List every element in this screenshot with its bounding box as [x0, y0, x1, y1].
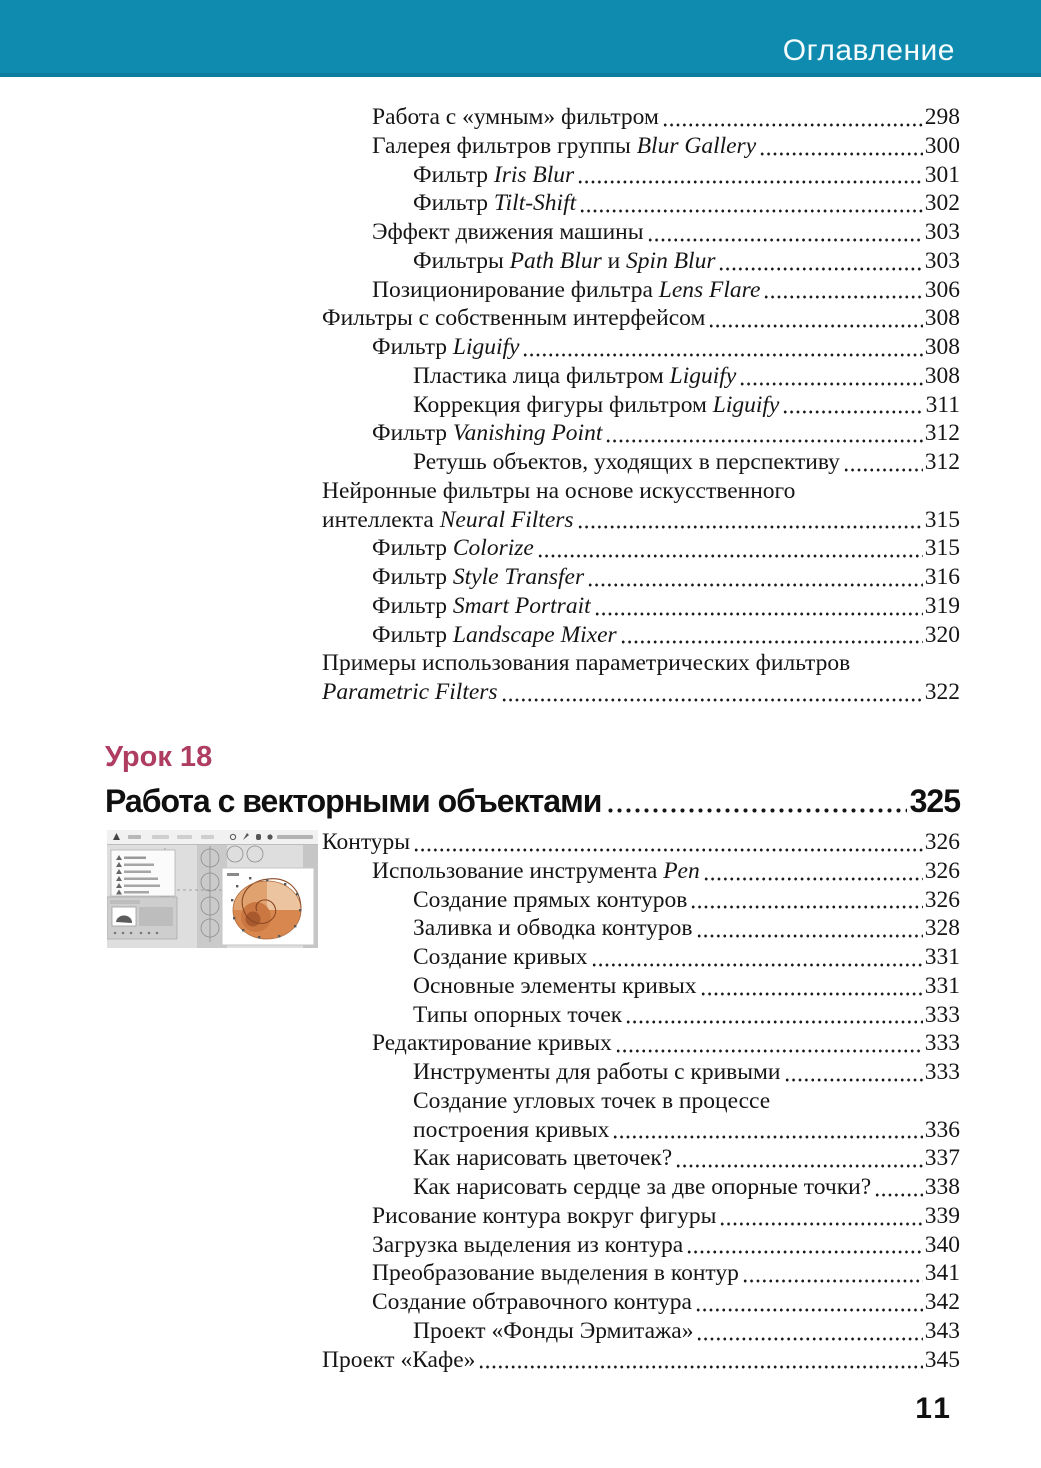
toc-page-number: 331	[924, 972, 960, 999]
toc-entry	[322, 1288, 960, 1317]
toc-page-number: 320	[924, 621, 960, 648]
toc-entry-text: Загрузка выделения из контура	[372, 1231, 684, 1258]
toc-entry-text: Как нарисовать цветочек?	[413, 1145, 673, 1172]
toc-entry-text: Редактирование кривых	[372, 1030, 612, 1057]
toc-page-number: 301	[924, 161, 960, 188]
toc-entry-text: Нейронные фильтры на основе искусственного	[322, 477, 796, 504]
dot-leader	[695, 1308, 923, 1312]
toc-entry-text: Фильтр Smart Portrait	[372, 592, 591, 619]
toc-page-number: 308	[924, 305, 960, 332]
dot-leader	[763, 295, 922, 299]
dot-leader	[874, 1193, 923, 1197]
toc-page-number: 312	[924, 449, 960, 475]
thumbnail-graphic	[107, 830, 318, 948]
toc-page-number: 298	[924, 104, 960, 130]
page-header-title: Оглавление	[782, 34, 955, 67]
toc-page-number: 308	[924, 362, 960, 389]
toc-page-number: 333	[924, 1001, 960, 1028]
dot-leader	[759, 152, 923, 156]
toc-entry-text: Фильтр Style Transfer	[372, 564, 585, 590]
toc-page-number: 336	[924, 1116, 960, 1143]
toc-entry-text: Создание обтравочного контура	[372, 1289, 692, 1315]
dot-leader	[579, 209, 923, 213]
toc-entry	[322, 391, 960, 420]
toc-entry-continuation	[322, 678, 960, 707]
toc-entry	[322, 1001, 960, 1030]
toc-page-number: 337	[924, 1145, 960, 1172]
toc-page-number: 316	[924, 564, 960, 590]
hand-icon	[256, 834, 261, 840]
toc-page-number: 312	[924, 420, 960, 447]
toc-page-number: 328	[924, 915, 960, 942]
lesson-number-label: Урок 18	[105, 741, 213, 773]
toc-entry	[322, 1259, 960, 1288]
page-number: 11	[915, 1392, 953, 1425]
toc-entry-text: Инструменты для работы с кривыми	[413, 1059, 781, 1085]
toc-entry-text: Пластика лица фильтром Liguify	[413, 362, 737, 389]
toc-entry	[322, 304, 960, 333]
dot-leader	[501, 698, 923, 702]
toc-entry-text: Проект «Фонды Эрмитажа»	[413, 1317, 694, 1344]
dot-leader	[522, 353, 922, 357]
toc-entry	[322, 362, 960, 391]
dot-leader	[719, 1222, 922, 1226]
toc-page-number: 345	[924, 1346, 960, 1373]
toc-entry-text: Фильтр Tilt-Shift	[413, 190, 577, 217]
toc-entry-text: Контуры	[322, 829, 411, 855]
toc-entry	[322, 857, 960, 886]
lesson-page-number: 325	[909, 782, 960, 819]
toc-entry	[322, 914, 960, 943]
toc-entry	[322, 1058, 960, 1087]
toc-page-number: 315	[924, 506, 960, 533]
toc-page-number: 303	[924, 219, 960, 245]
tools-dropdown-panel	[111, 850, 175, 896]
toc-entry-text: Фильтр Vanishing Point	[372, 420, 603, 447]
toc-entry	[322, 1173, 960, 1202]
toc-entry	[322, 1317, 960, 1346]
toc-page-number: 303	[924, 247, 960, 274]
toc-entry	[322, 563, 960, 592]
toc-page-number: 300	[924, 132, 960, 159]
toc-entry	[322, 132, 960, 161]
page-header	[0, 0, 1041, 77]
toc-section-filters	[322, 103, 960, 707]
toc-page-number: 342	[924, 1289, 960, 1315]
toc-entry-text: интеллекта Neural Filters	[322, 506, 574, 533]
dot-leader	[612, 1135, 922, 1139]
toc-entry-text: Преобразование выделения в контур	[372, 1260, 739, 1287]
toc-entry-text: Фильтр Liguify	[372, 334, 520, 360]
dot-leader	[413, 848, 923, 852]
toc-entry-text: Заливка и обводка контуров	[413, 915, 693, 942]
toc-page-number: 333	[924, 1059, 960, 1085]
toc-page-number: 326	[924, 829, 960, 855]
toc-entry	[322, 276, 960, 305]
toc-entry-text: Проект «Кафе»	[322, 1346, 476, 1373]
dot-leader	[700, 992, 923, 996]
toc-entry-text: Как нарисовать сердце за две опорные точки?	[413, 1174, 872, 1200]
toc-entry-text: Типы опорных точек	[413, 1001, 623, 1028]
dot-leader	[675, 1164, 923, 1168]
dot-leader	[537, 554, 923, 558]
dot-leader	[478, 1365, 922, 1369]
toc-entry-continuation	[322, 1116, 960, 1145]
dot-leader	[647, 238, 923, 242]
toc-entry	[322, 1144, 960, 1173]
dot-leader	[591, 963, 923, 967]
toc-entry-text: Фильтры Path Blur и Spin Blur	[413, 247, 716, 274]
dot-leader	[784, 1078, 923, 1082]
dot-leader	[696, 1337, 922, 1341]
toc-entry	[322, 1346, 960, 1375]
toc-page-number: 343	[924, 1317, 960, 1344]
toc-entry-text: Коррекция фигуры фильтром Liguify	[413, 391, 780, 418]
toc-page-number: 315	[924, 535, 960, 562]
lesson-title-row	[105, 784, 960, 819]
toc-entry-text: Использование инструмента Pen	[372, 857, 700, 884]
toc-entry	[322, 247, 960, 276]
toc-entry-text: Фильтр Colorize	[372, 535, 534, 562]
photoshop-screenshot-thumbnail	[107, 830, 318, 948]
toc-entry	[322, 1087, 960, 1116]
toc-entry-text: Рисование контура вокруг фигуры	[372, 1202, 717, 1229]
toc-entry	[322, 1231, 960, 1260]
toc-entry-text: Примеры использования параметрических фильтров	[322, 650, 851, 677]
toc-entry-text: Работа с «умным» фильтром	[372, 104, 659, 130]
toc-section-lesson18	[322, 828, 960, 1374]
toc-page-number: 341	[924, 1260, 960, 1287]
toc-entry-text: Создание угловых точек в процессе	[413, 1087, 771, 1114]
toc-page-number: 333	[924, 1030, 960, 1057]
toc-entry	[322, 592, 960, 621]
toc-entry-text: Создание кривых	[413, 944, 588, 970]
dot-leader	[703, 877, 923, 881]
toc-entry-text: Галерея фильтров группы Blur Gallery	[372, 132, 757, 159]
lesson-title: Работа с векторными объектами	[105, 782, 602, 819]
toc-page-number: 326	[924, 857, 960, 884]
toc-entry	[322, 943, 960, 972]
toc-entry-text: Основные элементы кривых	[413, 972, 697, 999]
dot-leader	[742, 1279, 923, 1283]
toc-entry-text: Фильтры с собственным интерфейсом	[322, 305, 706, 332]
dot-leader	[690, 905, 922, 909]
toc-page-number: 340	[924, 1231, 960, 1258]
dot-leader	[708, 324, 922, 328]
toc-entry-continuation	[322, 506, 960, 535]
dot-leader	[718, 267, 922, 271]
toc-entry	[322, 477, 960, 506]
toc-entry	[322, 161, 960, 190]
toc-entry	[322, 649, 960, 678]
toc-entry	[322, 189, 960, 218]
options-bar	[107, 830, 318, 845]
dot-leader	[620, 640, 923, 644]
toc-page-number: 302	[924, 190, 960, 217]
dot-leader	[605, 439, 922, 443]
toc-entry	[322, 448, 960, 477]
dot-leader	[739, 382, 922, 386]
toc-entry-text: Создание прямых контуров	[413, 886, 688, 913]
toc-entry-text: Фильтр Landscape Mixer	[372, 621, 617, 648]
toc-page-number: 306	[924, 276, 960, 303]
toc-entry	[322, 534, 960, 563]
dot-leader	[615, 1049, 923, 1053]
dot-leader	[587, 583, 923, 587]
toc-page-number: 338	[924, 1174, 960, 1200]
dot-leader	[594, 612, 923, 616]
toc-page-number: 311	[925, 391, 960, 418]
toc-page-number: 326	[924, 886, 960, 913]
toc-entry	[322, 1202, 960, 1231]
toc-entry-text: Фильтр Iris Blur	[413, 161, 575, 188]
dot-leader	[696, 934, 923, 938]
toc-entry-text: Parametric Filters	[322, 679, 498, 705]
layers-panel	[107, 897, 177, 939]
toc-page-number: 322	[924, 679, 960, 705]
toc-entry	[322, 828, 960, 857]
toc-entry	[322, 1029, 960, 1058]
dot-leader	[843, 468, 923, 472]
toc-entry	[322, 218, 960, 247]
toc-entry	[322, 333, 960, 362]
toc-entry	[322, 103, 960, 132]
dot-leader	[662, 123, 923, 127]
toc-entry-text: Эффект движения машины	[372, 219, 644, 245]
toc-entry	[322, 419, 960, 448]
toc-page-number: 308	[924, 334, 960, 360]
dot-leader	[686, 1250, 923, 1254]
toc-entry-text: построения кривых	[413, 1116, 610, 1143]
dot-leader	[625, 1020, 923, 1024]
dot-leader	[577, 525, 923, 529]
toc-entry-text: Ретушь объектов, уходящих в перспективу	[413, 449, 840, 475]
toc-entry	[322, 972, 960, 1001]
dot-leader	[606, 808, 906, 813]
toc-entry	[322, 886, 960, 915]
toc-entry	[322, 621, 960, 650]
toc-page-number: 339	[924, 1202, 960, 1229]
toc-page-number: 319	[924, 592, 960, 619]
dot-leader	[782, 410, 923, 414]
dot-leader	[577, 180, 923, 184]
lesson-heading-block	[105, 742, 960, 819]
toc-page-number: 331	[924, 944, 960, 970]
toc-entry-text: Позиционирование фильтра Lens Flare	[372, 276, 761, 303]
